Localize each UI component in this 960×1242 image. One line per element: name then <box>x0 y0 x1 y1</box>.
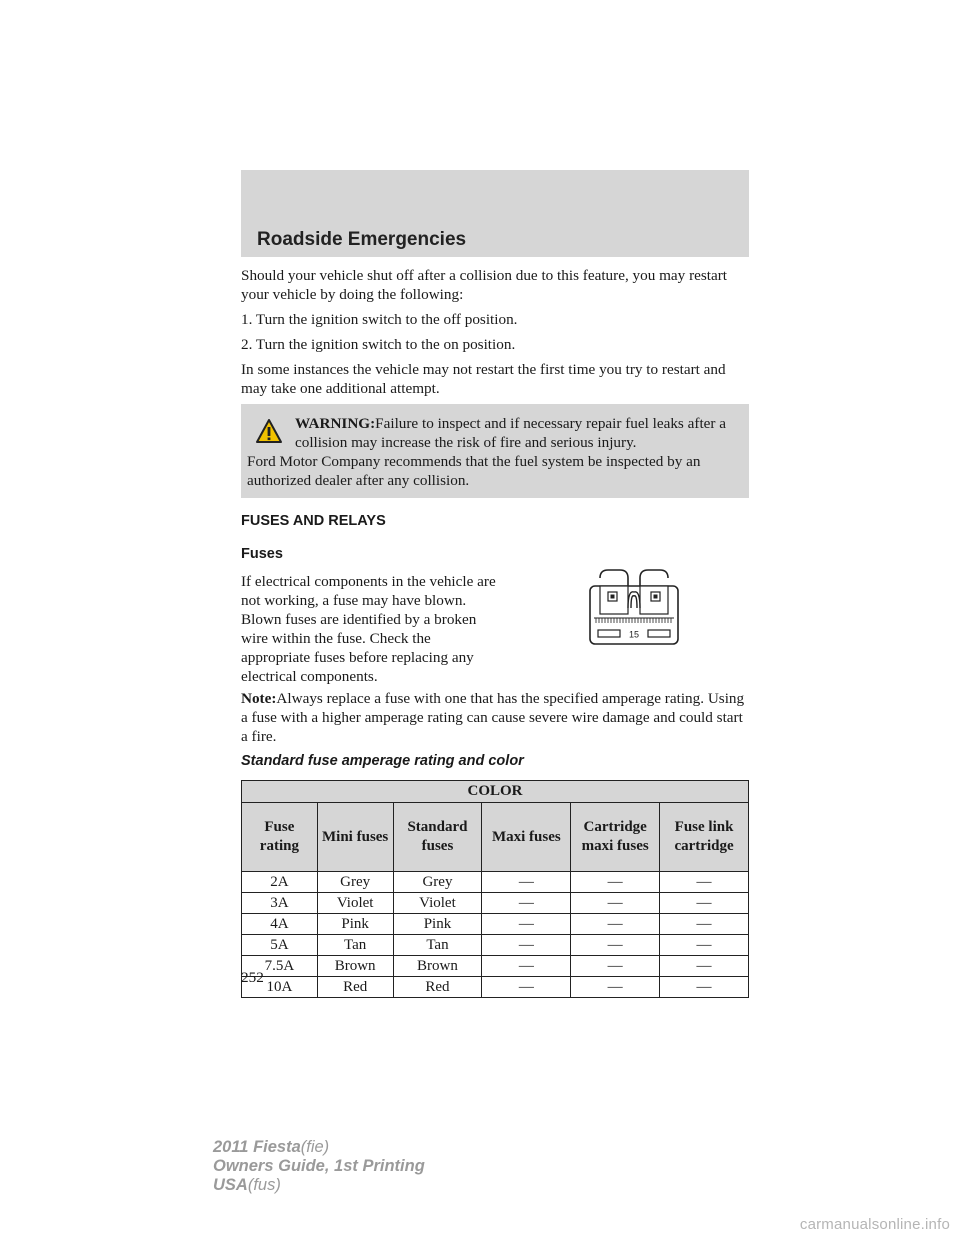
table-cell: Tan <box>317 935 393 956</box>
fuse-intro-block <box>241 572 749 683</box>
page-number: 252 <box>241 969 264 986</box>
restart-paragraph: In some instances the vehicle may not restart the first time you try to restart and may take one additional attempt. <box>241 361 726 397</box>
table-cell: — <box>482 956 571 977</box>
table-cell: — <box>660 956 749 977</box>
fuse-color-table <box>241 780 749 998</box>
footer-line-model <box>213 1138 425 1157</box>
table-cell: Tan <box>393 935 482 956</box>
page-title: Roadside Emergencies <box>257 229 467 250</box>
column-header: Fuse rating <box>242 803 318 872</box>
warning-first-sentence: Failure to inspect and if necessary repair fuel leaks after a collision may increase the risk of fire and serious injury. <box>295 415 726 451</box>
watermark: carmanualsonline.info <box>799 1216 950 1233</box>
table-cell: Brown <box>393 956 482 977</box>
table-row <box>242 935 749 956</box>
table-cell: — <box>482 914 571 935</box>
table-cell: — <box>571 956 660 977</box>
warning-text <box>247 414 745 452</box>
footer-model: 2011 Fiesta <box>213 1138 301 1156</box>
print-footer <box>213 1138 425 1195</box>
warning-continued: Ford Motor Company recommends that the fuel system be inspected by an authorized dealer after any collision. <box>247 453 701 489</box>
subsection-heading: Fuses <box>241 546 283 562</box>
table-cell: — <box>660 935 749 956</box>
footer-market: USA <box>213 1176 248 1194</box>
header-band <box>241 170 749 257</box>
table-group-header: COLOR <box>242 781 749 803</box>
column-header: Standard fuses <box>393 803 482 872</box>
table-cell: — <box>660 914 749 935</box>
table-cell: — <box>571 914 660 935</box>
note-label: Note: <box>241 690 277 707</box>
table-cell: — <box>571 977 660 998</box>
table-cell: Pink <box>317 914 393 935</box>
fuse-rating-label: 15 <box>628 629 640 640</box>
footer-guide: Owners Guide, 1st Printing <box>213 1157 425 1175</box>
warning-label: WARNING: <box>295 415 376 432</box>
table-cell: Brown <box>317 956 393 977</box>
table-cell: Red <box>393 977 482 998</box>
note-text: Always replace a fuse with one that has the specified amperage rating. Using a fuse with a higher amperage rating can cause severe wire damage and could start a fire. <box>241 690 745 745</box>
table-cell: Red <box>317 977 393 998</box>
table-cell: 2A <box>242 872 318 893</box>
table-cell: 7.5A <box>242 956 318 977</box>
table-cell: 10A <box>242 977 318 998</box>
table-cell: — <box>660 977 749 998</box>
table-row <box>242 872 749 893</box>
column-header: Mini fuses <box>317 803 393 872</box>
warning-box <box>241 404 749 498</box>
table-row <box>242 956 749 977</box>
table-cell: Grey <box>393 872 482 893</box>
table-cell: — <box>571 893 660 914</box>
table-cell: Violet <box>393 893 482 914</box>
fuse-description: If electrical components in the vehicle are not working, a fuse may have blown. Blown fuses are identified by a broken wire within the fuse. Check the appropriate fuses before replacing any electrical components. <box>241 573 496 685</box>
table-row <box>242 893 749 914</box>
warning-triangle-icon <box>255 418 283 444</box>
table-cell: — <box>660 872 749 893</box>
table-cell: — <box>571 935 660 956</box>
table-cell: — <box>482 893 571 914</box>
footer-market-code: (fus) <box>247 1176 281 1194</box>
table-cell: Pink <box>393 914 482 935</box>
table-cell: 5A <box>242 935 318 956</box>
table-title: Standard fuse amperage rating and color <box>241 753 524 769</box>
footer-model-code: (fie) <box>300 1138 330 1156</box>
table-cell: — <box>482 935 571 956</box>
column-header: Cartridge maxi fuses <box>571 803 660 872</box>
fuse-illustration <box>584 564 684 648</box>
section-heading: FUSES AND RELAYS <box>241 513 386 529</box>
table-cell: — <box>482 977 571 998</box>
page-content <box>241 266 749 998</box>
note-paragraph <box>241 689 749 746</box>
step-two: 2. Turn the ignition switch to the on position. <box>241 336 516 353</box>
table-row <box>242 914 749 935</box>
table-cell: — <box>571 872 660 893</box>
table-cell: — <box>660 893 749 914</box>
table-row <box>242 977 749 998</box>
table-cell: — <box>482 872 571 893</box>
table-cell: 3A <box>242 893 318 914</box>
footer-line-guide <box>213 1157 425 1176</box>
step-one: 1. Turn the ignition switch to the off position. <box>241 311 518 328</box>
table-cell: Violet <box>317 893 393 914</box>
table-cell: 4A <box>242 914 318 935</box>
column-header: Fuse link cartridge <box>660 803 749 872</box>
footer-line-market <box>213 1176 425 1195</box>
intro-paragraph: Should your vehicle shut off after a collision due to this feature, you may restart your vehicle by doing the following: <box>241 267 728 303</box>
column-header: Maxi fuses <box>482 803 571 872</box>
table-cell: Grey <box>317 872 393 893</box>
